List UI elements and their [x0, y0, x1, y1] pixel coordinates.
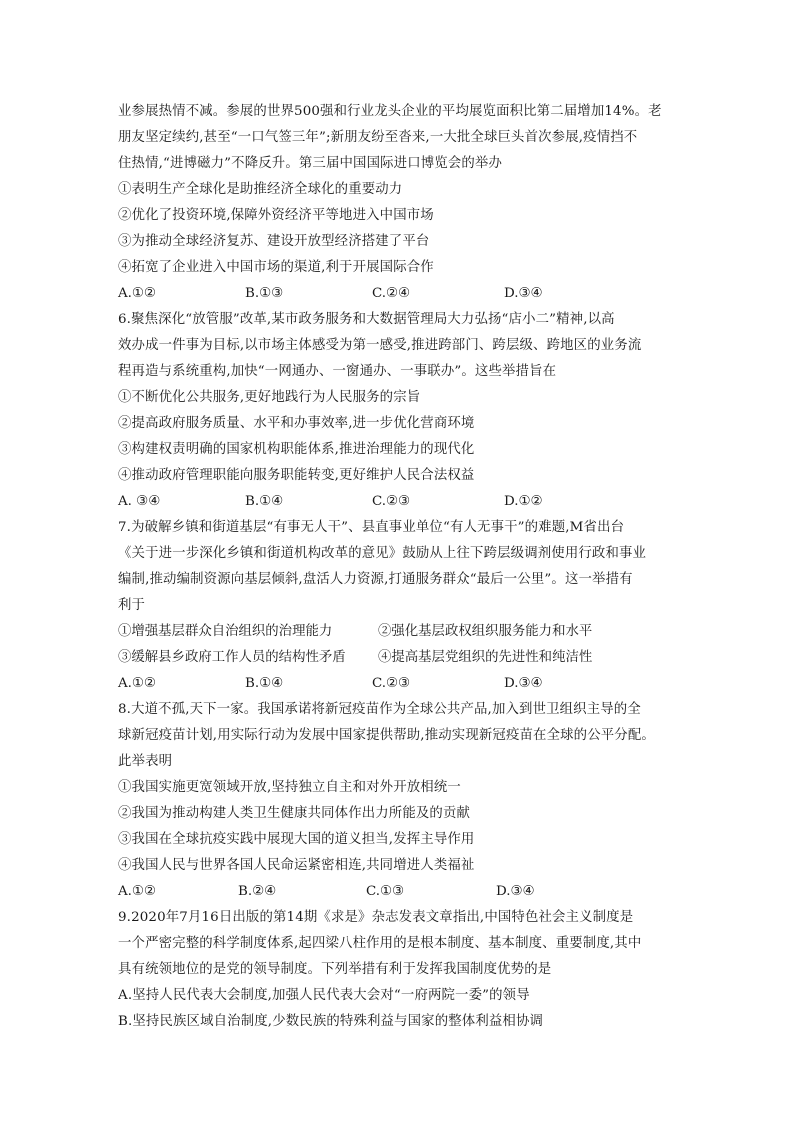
q8-option-d: D.③④ — [496, 884, 535, 899]
q7-text-line: 《关于进一步深化乡镇和街道机构改革的意见》鼓励从上往下跨层级调剂使用行政和事业 — [118, 546, 647, 561]
q7-option-d: D.③④ — [504, 676, 543, 691]
q7-option-a: A.①② — [118, 676, 156, 691]
q6-text-line: 程再造与系统重构,加快“一网通办、一窗通办、一事联办”。这些举措旨在 — [118, 364, 557, 379]
q8-text-line: 此举表明 — [118, 754, 173, 769]
q5-option-c: C.②④ — [372, 286, 411, 301]
q8-statement: ①我国实施更宽领域开放,坚持独立自主和对外开放相统一 — [118, 780, 461, 795]
q8-statement: ③我国在全球抗疫实践中展现大国的道义担当,发挥主导作用 — [118, 832, 475, 847]
q5-option-d: D.③④ — [504, 286, 543, 301]
q8-statement: ④我国人民与世界各国人民命运紧密相连,共同增进人类福祉 — [118, 858, 475, 873]
q9-text-line: 一个严密完整的科学制度体系,起四梁八柱作用的是根本制度、基本制度、重要制度,其中 — [118, 936, 642, 951]
q9-option-a: A.坚持人民代表大会制度,加强人民代表大会对“一府两院一委”的领导 — [118, 988, 530, 1003]
q7-option-c: C.②③ — [372, 676, 411, 691]
q7-statement: ③缓解县乡政府工作人员的结构性矛盾 — [118, 650, 346, 665]
q9-text-line: 9.2020年7月16日出版的第14期《求是》杂志发表文章指出,中国特色社会主义制度是 — [118, 910, 634, 925]
q6-text-line: 6.聚焦深化“放管服”改革,某市政务服务和大数据管理局大力弘扬“店小二”精神,以高 — [118, 312, 615, 327]
q5-option-b: B.①③ — [245, 286, 284, 301]
q5-text-line: 朋友坚定续约,甚至“一口气签三年”;新朋友纷至沓来,一大批全球巨头首次参展,疫情挡不 — [118, 130, 638, 145]
q6-statement: ①不断优化公共服务,更好地践行为人民服务的宗旨 — [118, 390, 421, 405]
q7-statement: ①增强基层群众自治组织的治理能力 — [118, 624, 333, 639]
q8-text-line: 8.大道不孤,天下一家。我国承诺将新冠疫苗作为全球公共产品,加入到世卫组织主导的全 — [118, 702, 641, 717]
q6-text-line: 效办成一件事为目标,以市场主体感受为第一感受,推进跨部门、跨层级、跨地区的业务流 — [118, 338, 642, 353]
q7-statement: ②强化基层政权组织服务能力和水平 — [378, 624, 593, 639]
q7-option-b: B.①④ — [245, 676, 284, 691]
q7-text-line: 编制,推动编制资源向基层倾斜,盘活人力资源,打通服务群众“最后一公里”。这一举措有 — [118, 572, 633, 587]
q8-option-a: A.①② — [118, 884, 156, 899]
q8-statement: ②我国为推动构建人类卫生健康共同体作出力所能及的贡献 — [118, 806, 471, 821]
q9-option-b: B.坚持民族区域自治制度,少数民族的特殊利益与国家的整体利益相协调 — [118, 1014, 544, 1029]
q5-statement: ②优化了投资环境,保障外资经济平等地进入中国市场 — [118, 208, 434, 223]
q6-option-b: B.①④ — [245, 494, 284, 509]
q6-statement: ②提高政府服务质量、水平和办事效率,进一步优化营商环境 — [118, 416, 475, 431]
q6-statement: ③构建权责明确的国家机构职能体系,推进治理能力的现代化 — [118, 442, 475, 457]
q6-option-d: D.①② — [504, 494, 543, 509]
q8-text-line: 球新冠疫苗计划,用实际行动为发展中国家提供帮助,推动实现新冠疫苗在全球的公平分配。 — [118, 728, 655, 743]
q8-option-b: B.②④ — [238, 884, 277, 899]
q5-text-line: 业参展热情不减。参展的世界500强和行业龙头企业的平均展览面积比第二届增加14%。老 — [118, 104, 662, 119]
q6-option-a: A. ③④ — [118, 494, 161, 509]
q5-option-a: A.①② — [118, 286, 156, 301]
q5-text-line: 住热情,“进博磁力”不降反升。第三届中国国际进口博览会的举办 — [118, 156, 502, 171]
q5-statement: ①表明生产全球化是助推经济全球化的重要动力 — [118, 182, 403, 197]
q5-statement: ③为推动全球经济复苏、建设开放型经济搭建了平台 — [118, 234, 430, 249]
q6-option-c: C.②③ — [372, 494, 411, 509]
q5-statement: ④拓宽了企业进入中国市场的渠道,利于开展国际合作 — [118, 260, 434, 275]
q9-text-line: 具有统领地位的是党的领导制度。下列举措有利于发挥我国制度优势的是 — [118, 962, 552, 977]
q8-option-c: C.①③ — [366, 884, 405, 899]
q7-text-line: 利于 — [118, 598, 146, 613]
q7-text-line: 7.为破解乡镇和街道基层“有事无人干”、县直事业单位“有人无事干”的难题,M省出台 — [118, 520, 625, 535]
q6-statement: ④推动政府管理职能向服务职能转变,更好维护人民合法权益 — [118, 468, 475, 483]
q7-statement: ④提高基层党组织的先进性和纯洁性 — [378, 650, 593, 665]
